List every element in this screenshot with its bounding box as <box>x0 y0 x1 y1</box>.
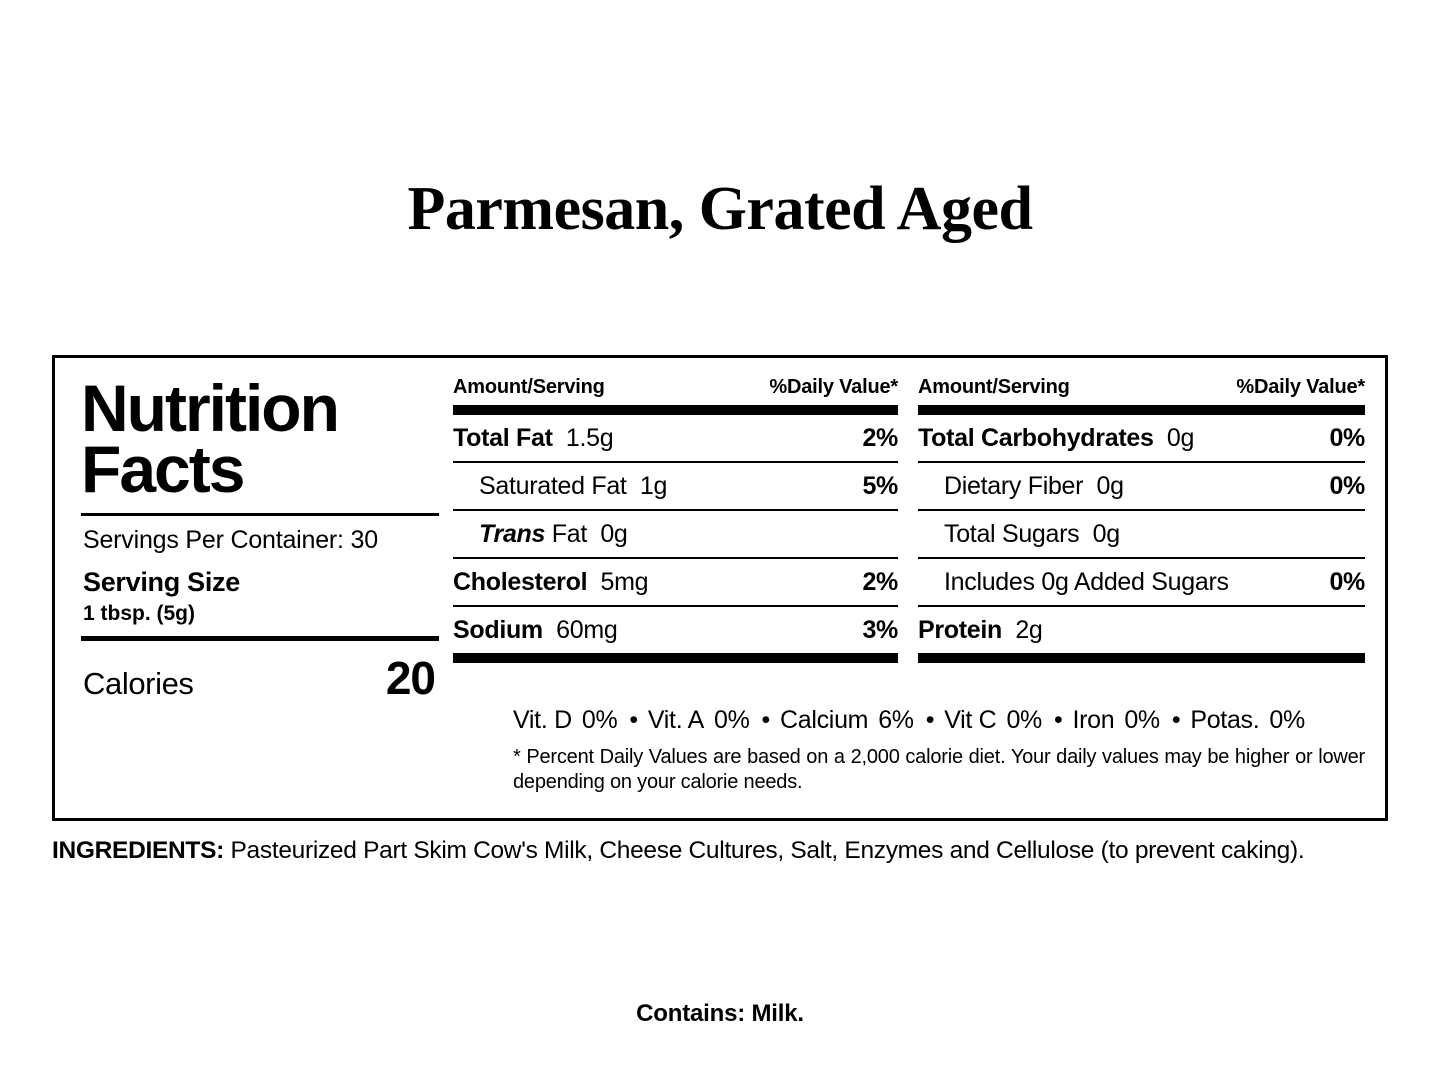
nutrient-name: Fat <box>551 520 588 548</box>
table-row <box>918 415 1365 461</box>
nutrient-name: Total Fat <box>453 424 553 452</box>
table-row <box>918 607 1365 653</box>
vitamin-c-value: 0% <box>1006 706 1042 734</box>
bullet-separator-icon: • <box>1053 706 1063 734</box>
column-b-bottom-bar <box>918 653 1365 663</box>
bullet-separator-icon: • <box>761 706 770 734</box>
nutrient-amount: 0g <box>1092 520 1120 548</box>
page-title: Parmesan, Grated Aged <box>407 175 1033 243</box>
nutrient-name: Dietary Fiber <box>944 472 1084 500</box>
nutrient-name: Saturated Fat <box>479 472 627 500</box>
nutrient-dv: 0% <box>1329 424 1365 452</box>
column-b-headers <box>918 376 1365 405</box>
column-a-top-bar <box>453 405 898 415</box>
nutrient-name: Total Sugars <box>944 520 1080 548</box>
nutrition-facts-heading-line2: Facts <box>81 431 244 506</box>
nutrient-dv: 5% <box>862 472 898 500</box>
calories-label: Calories <box>83 666 194 702</box>
vitamin-a-value: 0% <box>714 706 750 734</box>
table-row <box>453 559 898 605</box>
nutrient-amount: 60mg <box>556 616 618 644</box>
nutrient-name: Cholesterol <box>453 568 588 596</box>
nutrient-dv: 3% <box>862 616 898 644</box>
nutrient-name: Sodium <box>453 616 543 644</box>
nutrient-dv: 0% <box>1329 568 1365 596</box>
nutrient-name: Protein <box>918 616 1003 644</box>
nutrient-dv: 0% <box>1329 472 1365 500</box>
serving-size-label: Serving Size <box>83 567 240 598</box>
table-row <box>453 463 898 509</box>
vitamin-d-label: Vit. D <box>513 706 572 734</box>
table-row <box>453 415 898 461</box>
allergen-statement: Contains: Milk. <box>636 1000 804 1027</box>
column-a-dv-header: %Daily Value* <box>769 376 898 398</box>
calcium-label: Calcium <box>780 706 869 734</box>
iron-value: 0% <box>1124 706 1160 734</box>
ingredients-statement <box>52 836 1392 867</box>
nutrient-amount: 1.5g <box>565 424 614 452</box>
table-row <box>918 511 1365 557</box>
nutrient-name: Total Carbohydrates <box>918 424 1154 452</box>
column-b-top-bar <box>918 405 1365 415</box>
vitamin-c-label: Vit C <box>944 706 997 734</box>
nutrition-facts-heading-line1: Nutrition <box>81 371 338 445</box>
nutrient-name-italic: Trans <box>479 520 546 548</box>
calories-value: 20 <box>385 652 435 705</box>
column-a-headers <box>453 376 898 405</box>
nutrient-dv: 2% <box>862 424 898 452</box>
potassium-label: Potas. <box>1190 706 1260 734</box>
nutrition-summary-column <box>81 371 453 804</box>
calcium-value: 6% <box>878 706 914 734</box>
nutrient-amount: 0g <box>600 520 628 548</box>
vitamins-and-footnote <box>513 696 1365 795</box>
nutrient-amount: 2g <box>1015 616 1043 644</box>
vitamins-row <box>513 696 1365 735</box>
potassium-value: 0% <box>1269 706 1305 734</box>
nutrient-amount: 0g <box>1096 472 1124 500</box>
nutrient-amount: 5mg <box>600 568 649 596</box>
nutrient-amount: 0g <box>1166 424 1195 452</box>
nutrient-name: Includes 0g Added Sugars <box>944 568 1229 596</box>
bullet-separator-icon: • <box>925 706 935 734</box>
vitamin-d-value: 0% <box>581 706 618 734</box>
calories-row <box>81 641 439 705</box>
nutrient-amount: 1g <box>639 472 668 500</box>
ingredients-text: Pasteurized Part Skim Cow's Milk, Cheese Cultures, Salt, Enzymes and Cellulose (to prevent caking). <box>224 837 1305 864</box>
column-a-amount-header: Amount/Serving <box>453 376 605 398</box>
nutrition-facts-heading <box>81 371 439 506</box>
iron-label: Iron <box>1072 706 1115 734</box>
daily-value-footnote: * Percent Daily Values are based on a 2,000 calorie diet. Your daily values may be higher or lower depending on your calorie needs. <box>513 746 1365 793</box>
ingredients-label: INGREDIENTS: <box>52 837 224 864</box>
servings-per-container: Servings Per Container: 30 <box>83 526 378 555</box>
bullet-separator-icon: • <box>629 706 638 734</box>
table-row <box>453 607 898 653</box>
table-row <box>918 559 1365 605</box>
nutrition-facts-panel <box>52 355 1388 821</box>
column-b-amount-header: Amount/Serving <box>918 376 1070 398</box>
column-b-dv-header: %Daily Value* <box>1236 376 1365 398</box>
table-row <box>918 463 1365 509</box>
bullet-separator-icon: • <box>1171 706 1181 734</box>
table-row <box>453 511 898 557</box>
column-a-bottom-bar <box>453 653 898 663</box>
nutrient-dv: 2% <box>862 568 898 596</box>
vitamin-a-label: Vit. A <box>647 706 704 734</box>
serving-size-value: 1 tbsp. (5g) <box>83 602 196 626</box>
